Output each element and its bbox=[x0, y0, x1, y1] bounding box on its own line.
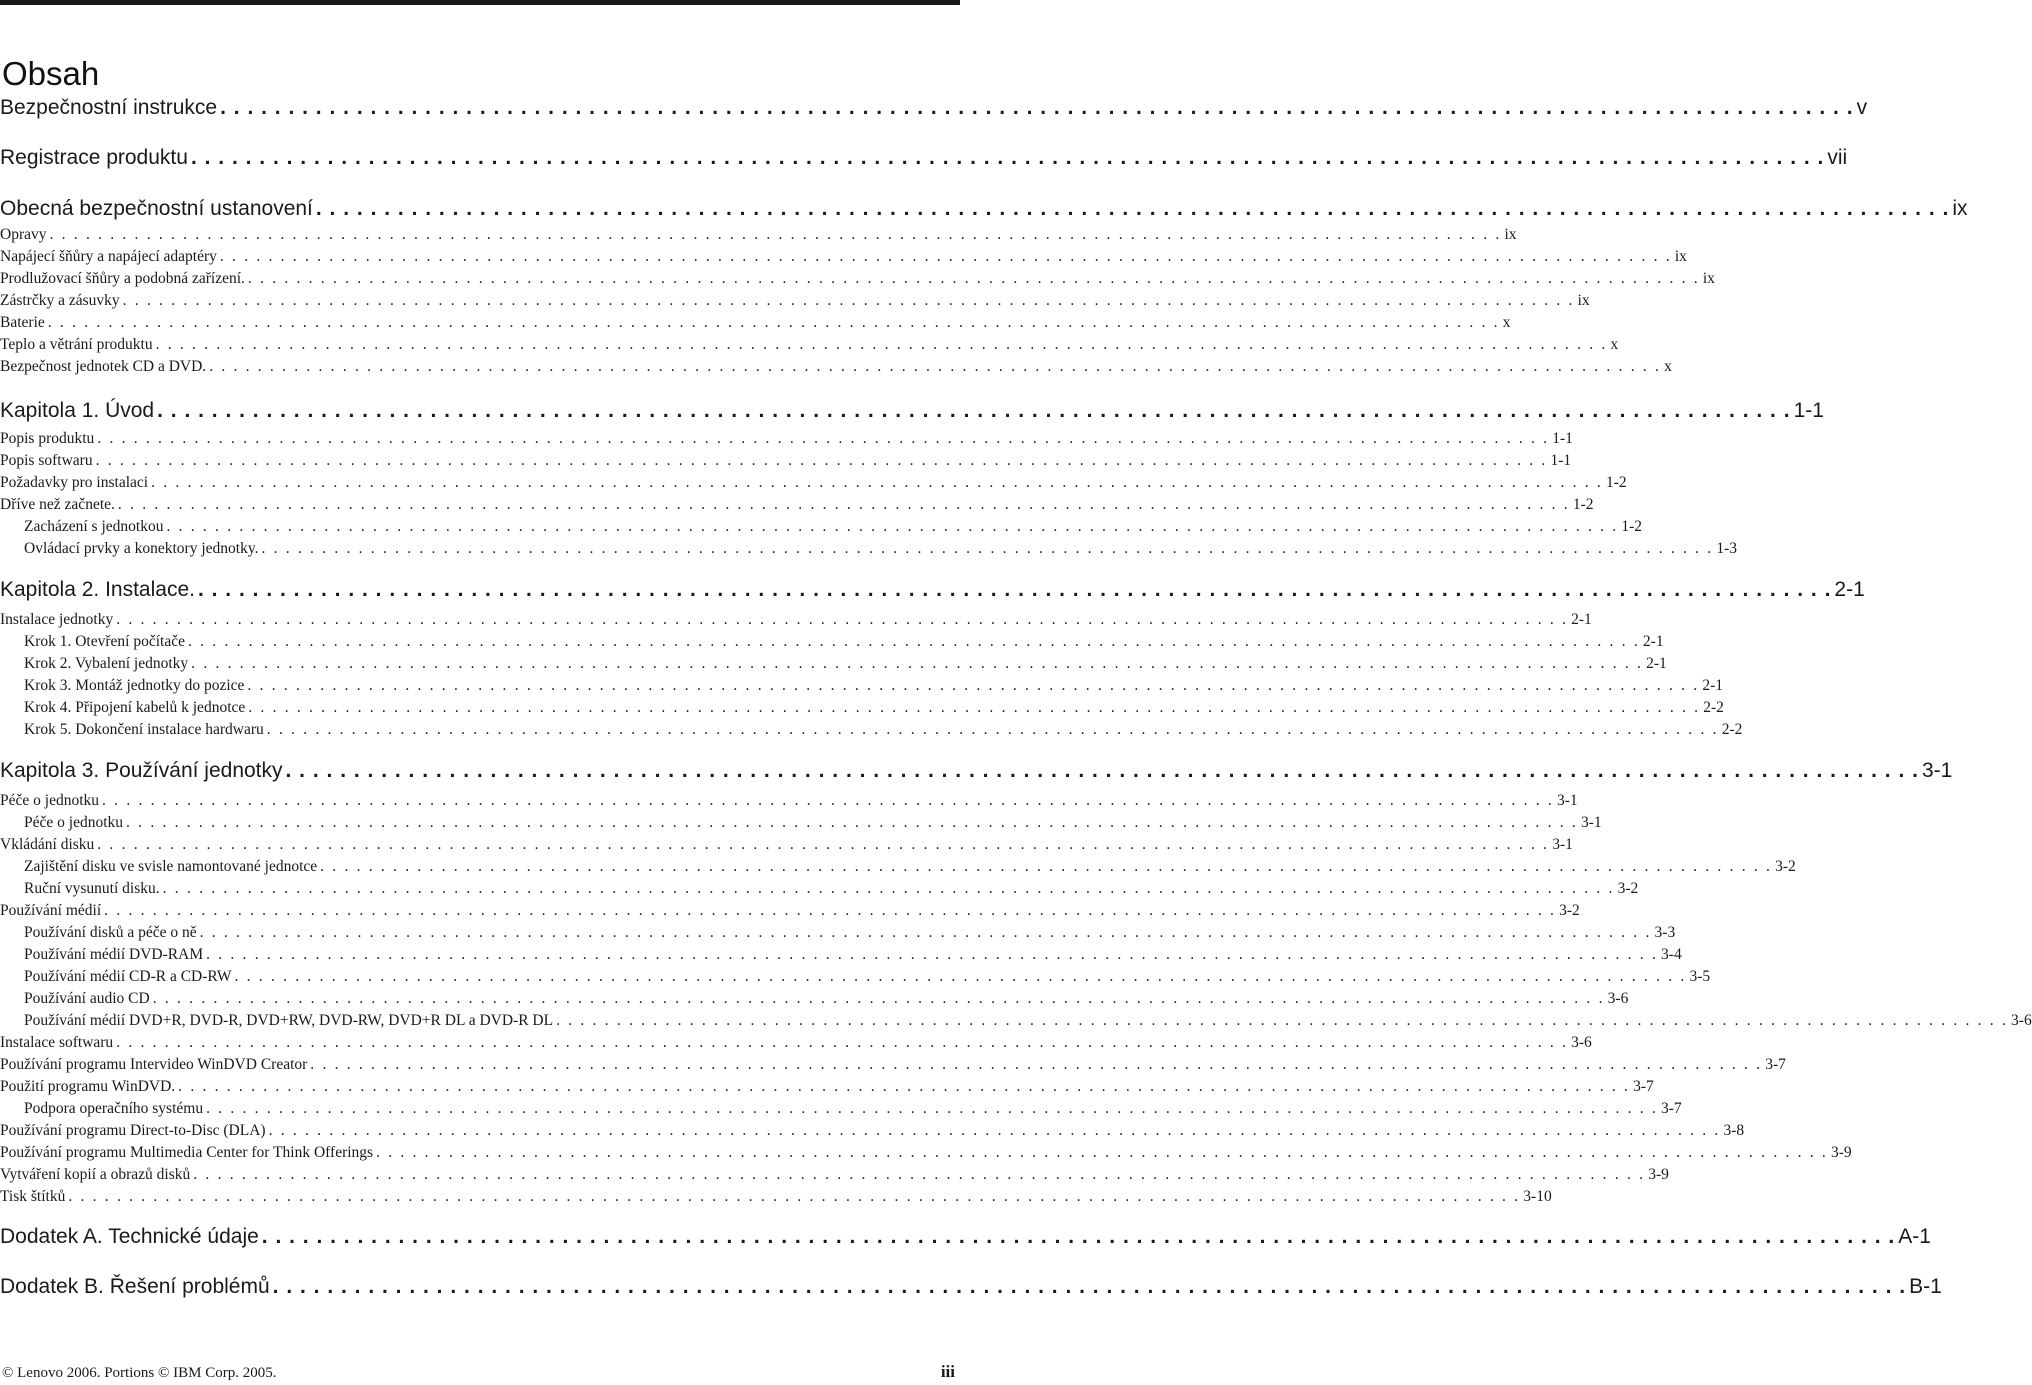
dot-leader: . . . . . . . . . . . . . . . . . . . . . . . . . . . . . . . . . . . . . . . . . . . . . . . . . . . . . . . . . . . . . . . . . . . . . . . . . . . . . . . . . . . . . . . . . . . . . . . . . . . . . . . . . . . . . . . . . . . . . . . . bbox=[47, 314, 1500, 331]
dot-leader: . . . . . . . . . . . . . . . . . . . . . . . . . . . . . . . . . . . . . . . . . . . . . . . . . . . . . . . . . . . . . . . . . . . . . . . . . . . . . . . . . . . . . . . . . . . . . . . . . . . . . . . . . . . . . . . . . . . . . . . . bbox=[178, 1078, 1631, 1095]
toc-entry-title: Používání programu Intervideo WinDVD Creator bbox=[0, 1056, 308, 1073]
toc-entry-title: Používání médií CD-R a CD-RW bbox=[24, 968, 232, 985]
dot-leader: . . . . . . . . . . . . . . . . . . . . . . . . . . . . . . . . . . . . . . . . . . . . . . . . . . . . . . . . . . . . . . . . . . . . . . . . . . . . . . . . . . . . . . . . . . . . . . . . . . . . . . . . . . . . . . . . . . . . . . . . bbox=[193, 1166, 1646, 1183]
toc-entry-title: Krok 4. Připojení kabelů k jednotce bbox=[24, 699, 246, 716]
toc-entry-page: vii bbox=[1827, 146, 1848, 169]
toc-chapter-entry[interactable] bbox=[0, 145, 1848, 171]
toc-entry-page: 1-1 bbox=[1552, 430, 1573, 447]
dot-leader: . . . . . . . . . . . . . . . . . . . . . . . . . . . . . . . . . . . . . . . . . . . . . . . . . . . . . . . . . . . . . . . . . . . . . . . . . . . . . . . . . . . . . . . . . . . . . . . . . . . . . . . . . . . . . . . . . . . . . . . . bbox=[315, 197, 1950, 220]
toc-entry-page: 3-6 bbox=[1607, 990, 1629, 1007]
toc-entry[interactable] bbox=[0, 791, 1578, 811]
toc-entry-page: 1-2 bbox=[1606, 474, 1627, 491]
toc-entry-title: Vytváření kopií a obrazů disků bbox=[0, 1166, 191, 1183]
toc-entry[interactable] bbox=[0, 654, 1667, 674]
toc-entry-title: Použití programu WinDVD. bbox=[0, 1078, 176, 1095]
toc-entry-page: 3-1 bbox=[1921, 759, 1953, 782]
toc-entry-page: 3-1 bbox=[1580, 814, 1602, 831]
dot-leader: . . . . . . . . . . . . . . . . . . . . . . . . . . . . . . . . . . . . . . . . . . . . . . . . . . . . . . . . . . . . . . . . . . . . . . . . . . . . . . . . . . . . . . . . . . . . . . . . . . . . . . . . . . . . . . . . . . . . . . . . bbox=[199, 924, 1652, 941]
toc-entry-title: Péče o jednotku bbox=[24, 814, 124, 831]
toc-entry-page: A-1 bbox=[1898, 1225, 1931, 1248]
toc-entry-title: Teplo a větrání produktu bbox=[0, 336, 153, 353]
dot-leader: . . . . . . . . . . . . . . . . . . . . . . . . . . . . . . . . . . . . . . . . . . . . . . . . . . . . . . . . . . . . . . . . . . . . . . . . . . . . . . . . . . . . . . . . . . . . . . . . . . . . . . . . . . . . . . . . . . . . . . . . bbox=[117, 496, 1570, 513]
toc-entry-title: Dříve než začnete. bbox=[0, 496, 115, 513]
toc-entry-page: 1-1 bbox=[1550, 452, 1572, 469]
toc-entry-page: 1-3 bbox=[1716, 540, 1738, 557]
dot-leader: . . . . . . . . . . . . . . . . . . . . . . . . . . . . . . . . . . . . . . . . . . . . . . . . . . . . . . . . . . . . . . . . . . . . . . . . . . . . . . . . . . . . . . . . . . . . . . . . . . . . . . . . . . . . . . . . . . . . . . . . bbox=[95, 452, 1548, 469]
dot-leader: . . . . . . . . . . . . . . . . . . . . . . . . . . . . . . . . . . . . . . . . . . . . . . . . . . . . . . . . . . . . . . . . . . . . . . . . . . . . . . . . . . . . . . . . . . . . . . . . . . . . . . . . . . . . . . . . . . . . . . . . bbox=[266, 721, 1719, 738]
toc-entry[interactable] bbox=[0, 291, 1590, 311]
dot-leader: . . . . . . . . . . . . . . . . . . . . . . . . . . . . . . . . . . . . . . . . . . . . . . . . . . . . . . . . . . . . . . . . . . . . . . . . . . . . . . . . . . . . . . . . . . . . . . . . . . . . . . . . . . . . . . . . . . . . . . . . bbox=[247, 677, 1700, 694]
toc-entry-page: x bbox=[1664, 358, 1672, 375]
page-footer bbox=[2, 1362, 955, 1384]
toc-entry[interactable] bbox=[0, 720, 1743, 740]
toc-entry[interactable] bbox=[0, 313, 1511, 333]
dot-leader: . . . . . . . . . . . . . . . . . . . . . . . . . . . . . . . . . . . . . . . . . . . . . . . . . . . . . . . . . . . . . . . . . . . . . . . . . . . . . . . . . . . . . . . . . . . . . . . . . . . . . . . . . . . . . . . . . . . . . . . . bbox=[206, 1100, 1659, 1117]
dot-leader: . . . . . . . . . . . . . . . . . . . . . . . . . . . . . . . . . . . . . . . . . . . . . . . . . . . . . . . . . . . . . . . . . . . . . . . . . . . . . . . . . . . . . . . . . . . . . . . . . . . . . . . . . . . . . . . . . . . . . . . . bbox=[97, 430, 1550, 447]
toc-entry-page: ix bbox=[1577, 292, 1590, 309]
dot-leader: . . . . . . . . . . . . . . . . . . . . . . . . . . . . . . . . . . . . . . . . . . . . . . . . . . . . . . . . . . . . . . . . . . . . . . . . . . . . . . . . . . . . . . . . . . . . . . . . . . . . . . . . . . . . . . . . . . . . . . . . bbox=[166, 518, 1619, 535]
toc-entry-page: 2-1 bbox=[1646, 655, 1667, 672]
toc-entry-page: 3-10 bbox=[1523, 1188, 1552, 1205]
toc-entry[interactable] bbox=[0, 901, 1580, 921]
toc-entry-title: Ovládací prvky a konektory jednotky. bbox=[24, 540, 259, 557]
toc-entry-title: Prodlužovací šňůry a podobná zařízení. bbox=[0, 270, 245, 287]
toc-entry-title: Dodatek A. Technické údaje bbox=[0, 1225, 259, 1248]
toc-entry-page: 3-6 bbox=[2011, 1012, 2032, 1029]
toc-entry-page: ix bbox=[1504, 226, 1517, 243]
toc-entry[interactable] bbox=[0, 879, 1639, 899]
dot-leader: . . . . . . . . . . . . . . . . . . . . . . . . . . . . . . . . . . . . . . . . . . . . . . . . . . . . . . . . . . . . . . . . . . . . . . . . . . . . . . . . . . . . . . . . . . . . . . . . . . . . . . . . . . . . . . . . . . . . . . . . bbox=[261, 540, 1714, 557]
dot-leader: . . . . . . . . . . . . . . . . . . . . . . . . . . . . . . . . . . . . . . . . . . . . . . . . . . . . . . . . . . . . . . . . . . . . . . . . . . . . . . . . . . . . . . . . . . . . . . . . . . . . . . . . . . . . . . . . . . . . . . . . bbox=[68, 1188, 1521, 1205]
toc-entry[interactable] bbox=[0, 967, 1711, 987]
dot-leader: . . . . . . . . . . . . . . . . . . . . . . . . . . . . . . . . . . . . . . . . . . . . . . . . . . . . . . . . . . . . . . . . . . . . . . . . . . . . . . . . . . . . . . . . . . . . . . . . . . . . . . . . . . . . . . . . . . . . . . . . bbox=[102, 792, 1554, 809]
toc-entry-page: 3-8 bbox=[1723, 1122, 1745, 1139]
toc-entry-title: Používání disků a péče o ně bbox=[24, 924, 197, 941]
toc-entry-title: Požadavky pro instalaci bbox=[0, 474, 149, 491]
toc-entry-title: Obecná bezpečnostní ustanovení bbox=[0, 197, 313, 220]
page-title: Obsah bbox=[2, 55, 100, 92]
toc-entry[interactable] bbox=[0, 857, 1796, 877]
toc-entry-page: 3-4 bbox=[1661, 946, 1682, 963]
toc-entry[interactable] bbox=[0, 676, 1723, 696]
dot-leader: . . . . . . . . . . . . . . . . . . . . . . . . . . . . . . . . . . . . . . . . . . . . . . . . . . . . . . . . . . . . . . . . . . . . . . . . . . . . . . . . . . . . . . . . . . . . . . . . . . . . . . . . . . . . . . . . . . . . . . . . bbox=[247, 270, 1700, 287]
toc-entry-page: ix bbox=[1674, 248, 1687, 265]
toc-entry[interactable] bbox=[0, 1099, 1682, 1119]
toc-entry[interactable] bbox=[0, 335, 1619, 355]
toc-chapter-entry[interactable] bbox=[0, 758, 1953, 784]
toc-entry-page: 3-7 bbox=[1765, 1056, 1786, 1073]
dot-leader: . . . . . . . . . . . . . . . . . . . . . . . . . . . . . . . . . . . . . . . . . . . . . . . . . . . . . . . . . . . . . . . . . . . . . . . . . . . . . . . . . . . . . . . . . . . . . . . . . . . . . . . . . . . . . . . . . . . . . . . . bbox=[126, 814, 1578, 831]
dot-leader: . . . . . . . . . . . . . . . . . . . . . . . . . . . . . . . . . . . . . . . . . . . . . . . . . . . . . . . . . . . . . . . . . . . . . . . . . . . . . . . . . . . . . . . . . . . . . . . . . . . . . . . . . . . . . . . . . . . . . . . . bbox=[219, 248, 1672, 265]
toc-chapter-entry[interactable] bbox=[0, 398, 1824, 424]
toc-entry-page: 3-2 bbox=[1559, 902, 1580, 919]
toc-entry-page: 3-3 bbox=[1654, 924, 1676, 941]
toc-entry-page: ix bbox=[1702, 270, 1715, 287]
dot-leader: . . . . . . . . . . . . . . . . . . . . . . . . . . . . . . . . . . . . . . . . . . . . . . . . . . . . . . . . . . . . . . . . . . . . . . . . . . . . . . . . . . . . . . . . . . . . . . . . . . . . . . . . . . . . . . . . . . . . . . . . bbox=[248, 699, 1701, 716]
dot-leader: . . . . . . . . . . . . . . . . . . . . . . . . . . . . . . . . . . . . . . . . . . . . . . . . . . . . . . . . . . . . . . . . . . . . . . . . . . . . . . . . . . . . . . . . . . . . . . . . . . . . . . . . . . . . . . . . . . . . . . . . bbox=[272, 1275, 1907, 1298]
toc-entry[interactable] bbox=[0, 429, 1573, 449]
toc-entry-title: Používání audio CD bbox=[24, 990, 150, 1007]
toc-entry-page: x bbox=[1502, 314, 1511, 331]
toc-entry-page: 3-2 bbox=[1617, 880, 1639, 897]
dot-leader: . . . . . . . . . . . . . . . . . . . . . . . . . . . . . . . . . . . . . . . . . . . . . . . . . . . . . . . . . . . . . . . . . . . . . . . . . . . . . . . . . . . . . . . . . . . . . . . . . . . . . . . . . . . . . . . . . . . . . . . . bbox=[556, 1012, 2009, 1029]
toc-entry[interactable] bbox=[0, 473, 1627, 493]
dot-leader: . . . . . . . . . . . . . . . . . . . . . . . . . . . . . . . . . . . . . . . . . . . . . . . . . . . . . . . . . . . . . . . . . . . . . . . . . . . . . . . . . . . . . . . . . . . . . . . . . . . . . . . . . . . . . . . . . . . . . . . . bbox=[206, 946, 1659, 963]
toc-entry-title: Napájecí šňůry a napájecí adaptéry bbox=[0, 248, 217, 265]
dot-leader: . . . . . . . . . . . . . . . . . . . . . . . . . . . . . . . . . . . . . . . . . . . . . . . . . . . . . . . . . . . . . . . . . . . . . . . . . . . . . . . . . . . . . . . . . . . . . . . . . . . . . . . . . . . . . . . . . . . . . . . . bbox=[190, 146, 1825, 169]
toc-entry-page: 2-1 bbox=[1571, 611, 1592, 628]
dot-leader: . . . . . . . . . . . . . . . . . . . . . . . . . . . . . . . . . . . . . . . . . . . . . . . . . . . . . . . . . . . . . . . . . . . . . . . . . . . . . . . . . . . . . . . . . . . . . . . . . . . . . . . . . . . . . . . . . . . . . . . . bbox=[116, 1034, 1569, 1051]
dot-leader: . . . . . . . . . . . . . . . . . . . . . . . . . . . . . . . . . . . . . . . . . . . . . . . . . . . . . . . . . . . . . . . . . . . . . . . . . . . . . . . . . . . . . . . . . . . . . . . . . . . . . . . . . . . . . . . . . . . . . . . . bbox=[220, 96, 1854, 119]
dot-leader: . . . . . . . . . . . . . . . . . . . . . . . . . . . . . . . . . . . . . . . . . . . . . . . . . . . . . . . . . . . . . . . . . . . . . . . . . . . . . . . . . . . . . . . . . . . . . . . . . . . . . . . . . . . . . . . . . . . . . . . . bbox=[376, 1144, 1829, 1161]
page-number: iii bbox=[940, 1362, 955, 1381]
toc-entry-title: Používání médií DVD-RAM bbox=[24, 946, 204, 963]
toc-entry-page: 2-1 bbox=[1642, 633, 1664, 650]
toc-entry[interactable] bbox=[0, 698, 1724, 718]
toc-entry-title: Používání médií bbox=[0, 902, 102, 919]
toc-entry[interactable] bbox=[0, 813, 1602, 833]
toc-entry-title: Tisk štítků bbox=[0, 1188, 66, 1205]
toc-entry-title: Popis produktu bbox=[0, 430, 95, 447]
dot-leader: . . . . . . . . . . . . . . . . . . . . . . . . . . . . . . . . . . . . . . . . . . . . . . . . . . . . . . . . . . . . . . . . . . . . . . . . . . . . . . . . . . . . . . . . . . . . . . . . . . . . . . . . . . . . . . . . . . . . . . . . bbox=[155, 336, 1608, 353]
toc-entry[interactable] bbox=[0, 1055, 1786, 1075]
toc-entry[interactable] bbox=[0, 269, 1715, 289]
top-rule bbox=[0, 0, 960, 5]
toc-entry-page: 3-7 bbox=[1661, 1100, 1682, 1117]
dot-leader: . . . . . . . . . . . . . . . . . . . . . . . . . . . . . . . . . . . . . . . . . . . . . . . . . . . . . . . . . . . . . . . . . . . . . . . . . . . . . . . . . . . . . . . . . . . . . . . . . . . . . . . . . . . . . . . . . . . . . . . . bbox=[197, 578, 1832, 601]
toc-entry-title: Kapitola 2. Instalace. bbox=[0, 578, 195, 601]
toc-entry-page: 2-2 bbox=[1703, 699, 1724, 716]
toc-entry-page: 3-2 bbox=[1775, 858, 1796, 875]
toc-entry[interactable] bbox=[0, 357, 1672, 377]
toc-entry-title: Kapitola 3. Používání jednotky bbox=[0, 759, 283, 782]
dot-leader: . . . . . . . . . . . . . . . . . . . . . . . . . . . . . . . . . . . . . . . . . . . . . . . . . . . . . . . . . . . . . . . . . . . . . . . . . . . . . . . . . . . . . . . . . . . . . . . . . . . . . . . . . . . . . . . . . . . . . . . . bbox=[151, 474, 1604, 491]
dot-leader: . . . . . . . . . . . . . . . . . . . . . . . . . . . . . . . . . . . . . . . . . . . . . . . . . . . . . . . . . . . . . . . . . . . . . . . . . . . . . . . . . . . . . . . . . . . . . . . . . . . . . . . . . . . . . . . . . . . . . . . . bbox=[122, 292, 1575, 309]
toc-entry-title: Krok 5. Dokončení instalace hardwaru bbox=[24, 721, 264, 738]
toc-entry-page: 2-2 bbox=[1721, 721, 1743, 738]
toc-entry[interactable] bbox=[0, 989, 1629, 1009]
toc-entry-title: Používání médií DVD+R, DVD-R, DVD+RW, DVD-RW, DVD+R DL a DVD-R DL bbox=[24, 1012, 554, 1029]
toc-entry[interactable] bbox=[0, 923, 1676, 943]
toc-chapter-entry[interactable] bbox=[0, 1274, 1942, 1300]
toc-entry-title: Bezpečnostní instrukce bbox=[0, 96, 218, 119]
toc-entry-page: 3-7 bbox=[1633, 1078, 1654, 1095]
toc-entry-page: 1-2 bbox=[1572, 496, 1594, 513]
toc-entry[interactable] bbox=[0, 632, 1664, 652]
dot-leader: . . . . . . . . . . . . . . . . . . . . . . . . . . . . . . . . . . . . . . . . . . . . . . . . . . . . . . . . . . . . . . . . . . . . . . . . . . . . . . . . . . . . . . . . . . . . . . . . . . . . . . . . . . . . . . . . . . . . . . . . bbox=[116, 611, 1569, 628]
toc-entry-title: Zajištění disku ve svisle namontované jednotce bbox=[24, 858, 318, 875]
copyright-notice: © Lenovo 2006. Portions © IBM Corp. 2005. bbox=[2, 1365, 277, 1381]
toc-entry-title: Popis softwaru bbox=[0, 452, 93, 469]
toc-entry[interactable] bbox=[0, 945, 1682, 965]
dot-leader: . . . . . . . . . . . . . . . . . . . . . . . . . . . . . . . . . . . . . . . . . . . . . . . . . . . . . . . . . . . . . . . . . . . . . . . . . . . . . . . . . . . . . . . . . . . . . . . . . . . . . . . . . . . . . . . . . . . . . . . . bbox=[97, 836, 1550, 853]
toc-entry-page: v bbox=[1856, 96, 1868, 119]
toc-entry-page: 3-1 bbox=[1556, 792, 1578, 809]
dot-leader: . . . . . . . . . . . . . . . . . . . . . . . . . . . . . . . . . . . . . . . . . . . . . . . . . . . . . . . . . . . . . . . . . . . . . . . . . . . . . . . . . . . . . . . . . . . . . . . . . . . . . . . . . . . . . . . . . . . . . . . . bbox=[209, 358, 1662, 375]
toc-entry-title: Baterie bbox=[0, 314, 45, 331]
toc-entry-title: Kapitola 1. Úvod bbox=[0, 399, 155, 422]
toc-entry-title: Ruční vysunutí disku. bbox=[24, 880, 160, 897]
toc-entry-title: Zacházení s jednotkou bbox=[24, 518, 164, 535]
toc-chapter-entry[interactable] bbox=[0, 1224, 1931, 1250]
toc-entry[interactable] bbox=[0, 1165, 1669, 1185]
toc-entry[interactable] bbox=[0, 539, 1738, 559]
dot-leader: . . . . . . . . . . . . . . . . . . . . . . . . . . . . . . . . . . . . . . . . . . . . . . . . . . . . . . . . . . . . . . . . . . . . . . . . . . . . . . . . . . . . . . . . . . . . . . . . . . . . . . . . . . . . . . . . . . . . . . . . bbox=[162, 880, 1615, 897]
toc-entry-title: Zástrčky a zásuvky bbox=[0, 292, 120, 309]
toc-entry-title: Podpora operačního systému bbox=[24, 1100, 204, 1117]
toc-entry-title: Instalace softwaru bbox=[0, 1034, 114, 1051]
dot-leader: . . . . . . . . . . . . . . . . . . . . . . . . . . . . . . . . . . . . . . . . . . . . . . . . . . . . . . . . . . . . . . . . . . . . . . . . . . . . . . . . . . . . . . . . . . . . . . . . . . . . . . . . . . . . . . . . . . . . . . . . bbox=[187, 633, 1640, 650]
toc-entry[interactable] bbox=[0, 1077, 1654, 1097]
toc-entry[interactable] bbox=[0, 1143, 1852, 1163]
toc-entry[interactable] bbox=[0, 1121, 1745, 1141]
toc-entry-page: 2-1 bbox=[1834, 578, 1865, 601]
toc-entry[interactable] bbox=[0, 1187, 1552, 1207]
toc-entry-page: x bbox=[1610, 336, 1619, 353]
dot-leader: . . . . . . . . . . . . . . . . . . . . . . . . . . . . . . . . . . . . . . . . . . . . . . . . . . . . . . . . . . . . . . . . . . . . . . . . . . . . . . . . . . . . . . . . . . . . . . . . . . . . . . . . . . . . . . . . . . . . . . . . bbox=[268, 1122, 1721, 1139]
toc-entry[interactable] bbox=[0, 495, 1594, 515]
toc-entry-page: 1-2 bbox=[1621, 518, 1643, 535]
toc-entry[interactable] bbox=[0, 1033, 1592, 1053]
toc-entry[interactable] bbox=[0, 247, 1687, 267]
toc-entry-page: 3-9 bbox=[1831, 1144, 1852, 1161]
toc-entry-page: B-1 bbox=[1909, 1275, 1942, 1298]
toc-entry-title: Instalace jednotky bbox=[0, 611, 114, 628]
toc-entry-title: Opravy bbox=[0, 226, 47, 243]
toc-entry-page: 3-9 bbox=[1648, 1166, 1669, 1183]
toc-entry-page: 3-6 bbox=[1571, 1034, 1592, 1051]
toc-entry[interactable] bbox=[0, 1011, 2032, 1031]
toc-entry-title: Krok 2. Vybalení jednotky bbox=[24, 655, 189, 672]
toc-entry-title: Používání programu Multimedia Center for Think Offerings bbox=[0, 1144, 374, 1161]
toc-chapter-entry[interactable] bbox=[0, 95, 1868, 121]
toc-entry-page: 2-1 bbox=[1702, 677, 1723, 694]
dot-leader: . . . . . . . . . . . . . . . . . . . . . . . . . . . . . . . . . . . . . . . . . . . . . . . . . . . . . . . . . . . . . . . . . . . . . . . . . . . . . . . . . . . . . . . . . . . . . . . . . . . . . . . . . . . . . . . . . . . . . . . . bbox=[261, 1225, 1896, 1248]
toc-entry-page: 3-1 bbox=[1552, 836, 1573, 853]
toc-entry[interactable] bbox=[0, 835, 1573, 855]
dot-leader: . . . . . . . . . . . . . . . . . . . . . . . . . . . . . . . . . . . . . . . . . . . . . . . . . . . . . . . . . . . . . . . . . . . . . . . . . . . . . . . . . . . . . . . . . . . . . . . . . . . . . . . . . . . . . . . . . . . . . . . . bbox=[49, 226, 1502, 243]
toc-entry-title: Bezpečnost jednotek CD a DVD. bbox=[0, 358, 207, 375]
dot-leader: . . . . . . . . . . . . . . . . . . . . . . . . . . . . . . . . . . . . . . . . . . . . . . . . . . . . . . . . . . . . . . . . . . . . . . . . . . . . . . . . . . . . . . . . . . . . . . . . . . . . . . . . . . . . . . . . . . . . . . . . bbox=[157, 399, 1791, 422]
toc-entry-title: Krok 3. Montáž jednotky do pozice bbox=[24, 677, 245, 694]
toc-entry-title: Používání programu Direct-to-Disc (DLA) bbox=[0, 1122, 266, 1139]
toc-entry-page: 1-1 bbox=[1793, 399, 1824, 422]
dot-leader: . . . . . . . . . . . . . . . . . . . . . . . . . . . . . . . . . . . . . . . . . . . . . . . . . . . . . . . . . . . . . . . . . . . . . . . . . . . . . . . . . . . . . . . . . . . . . . . . . . . . . . . . . . . . . . . . . . . . . . . . bbox=[104, 902, 1557, 919]
toc-entry[interactable] bbox=[0, 451, 1572, 471]
toc-entry-page: 3-5 bbox=[1689, 968, 1711, 985]
toc-entry[interactable] bbox=[0, 610, 1592, 630]
toc-entry-title: Péče o jednotku bbox=[0, 792, 100, 809]
toc-entry-title: Dodatek B. Řešení problémů bbox=[0, 1275, 270, 1298]
toc-entry[interactable] bbox=[0, 517, 1643, 537]
toc-entry[interactable] bbox=[0, 225, 1517, 245]
toc-entry-title: Krok 1. Otevření počítače bbox=[24, 633, 185, 650]
toc-entry-page: ix bbox=[1952, 197, 1968, 220]
toc-entry-title: Vkládání disku bbox=[0, 836, 95, 853]
dot-leader: . . . . . . . . . . . . . . . . . . . . . . . . . . . . . . . . . . . . . . . . . . . . . . . . . . . . . . . . . . . . . . . . . . . . . . . . . . . . . . . . . . . . . . . . . . . . . . . . . . . . . . . . . . . . . . . . . . . . . . . . bbox=[234, 968, 1687, 985]
dot-leader: . . . . . . . . . . . . . . . . . . . . . . . . . . . . . . . . . . . . . . . . . . . . . . . . . . . . . . . . . . . . . . . . . . . . . . . . . . . . . . . . . . . . . . . . . . . . . . . . . . . . . . . . . . . . . . . . . . . . . . . . bbox=[285, 759, 1919, 782]
dot-leader: . . . . . . . . . . . . . . . . . . . . . . . . . . . . . . . . . . . . . . . . . . . . . . . . . . . . . . . . . . . . . . . . . . . . . . . . . . . . . . . . . . . . . . . . . . . . . . . . . . . . . . . . . . . . . . . . . . . . . . . . bbox=[310, 1056, 1763, 1073]
toc-chapter-entry[interactable] bbox=[0, 196, 1968, 222]
toc-entry-title: Registrace produktu bbox=[0, 146, 188, 169]
dot-leader: . . . . . . . . . . . . . . . . . . . . . . . . . . . . . . . . . . . . . . . . . . . . . . . . . . . . . . . . . . . . . . . . . . . . . . . . . . . . . . . . . . . . . . . . . . . . . . . . . . . . . . . . . . . . . . . . . . . . . . . . bbox=[191, 655, 1644, 672]
dot-leader: . . . . . . . . . . . . . . . . . . . . . . . . . . . . . . . . . . . . . . . . . . . . . . . . . . . . . . . . . . . . . . . . . . . . . . . . . . . . . . . . . . . . . . . . . . . . . . . . . . . . . . . . . . . . . . . . . . . . . . . . bbox=[152, 990, 1605, 1007]
dot-leader: . . . . . . . . . . . . . . . . . . . . . . . . . . . . . . . . . . . . . . . . . . . . . . . . . . . . . . . . . . . . . . . . . . . . . . . . . . . . . . . . . . . . . . . . . . . . . . . . . . . . . . . . . . . . . . . . . . . . . . . . bbox=[320, 858, 1773, 875]
toc-chapter-entry[interactable] bbox=[0, 577, 1865, 603]
